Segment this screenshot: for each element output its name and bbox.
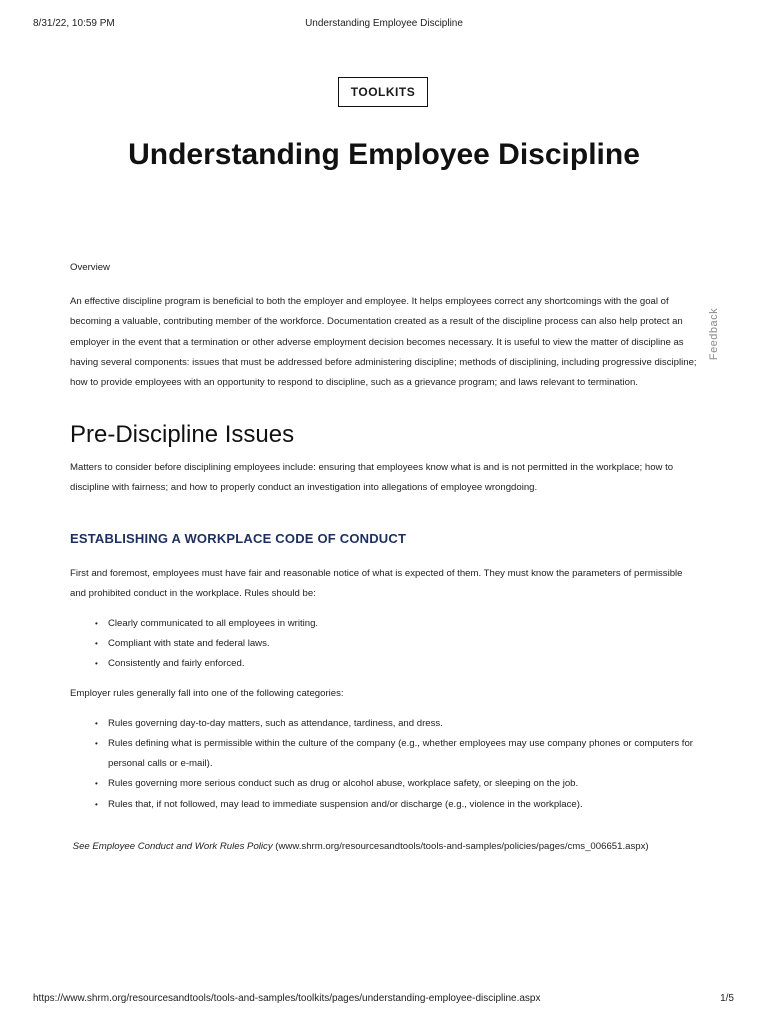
page-title: Understanding Employee Discipline	[128, 138, 640, 171]
subsection-heading-code-of-conduct: ESTABLISHING A WORKPLACE CODE OF CONDUCT	[70, 530, 407, 546]
print-footer-url: https://www.shrm.org/resourcesandtools/tools-and-samples/toolkits/pages/understanding-employee-discipline.aspx	[33, 993, 541, 1004]
article-content	[70, 258, 698, 857]
categories-list	[70, 714, 698, 815]
see-also-reference	[70, 837, 698, 857]
see-also-link[interactable]	[73, 841, 273, 852]
intro-paragraph: An effective discipline program is beneficial to both the employer and employee. It helps employees correct any shortcomings with the goal of becoming a valuable, contributing member of the workforce. Documentation created as a result of the discipline process can also help protect an employer in the event that a termination or other adverse employment decision becomes necessary. It is useful to view the matter of discipline as having several components: issues that must be addressed before administering discipline; methods of disciplining, including progressive discipline; how to provide employees with an opportunity to respond to discipline, such as a grievance program; and laws relevant to termination.	[70, 296, 697, 389]
list-item: • Rules defining what is permissible within the culture of the company (e.g., whether employees may use company phones or computers for personal calls or e-mail).	[108, 734, 698, 774]
toolkits-badge[interactable]: TOOLKITS	[338, 77, 428, 107]
rules-list	[70, 614, 698, 675]
overview-label: Overview	[70, 262, 110, 273]
pre-discipline-paragraph: Matters to consider before disciplining employees include: ensuring that employees know what is and is not permitted in the workplace; how to discipline with fairness; and how to properly conduct an investigation into allegations of employee wrongdoing.	[70, 462, 674, 494]
list-item: • Rules governing more serious conduct such as drug or alcohol abuse, workplace safety, or sleeping on the job.	[108, 774, 698, 794]
see-also-link-text: See Employee Conduct and Work Rules Policy	[72, 840, 273, 852]
print-datetime: 8/31/22, 10:59 PM	[33, 18, 115, 29]
page-number: 1/5	[720, 993, 734, 1004]
list-item: • Compliant with state and federal laws.	[108, 634, 698, 654]
categories-intro: Employer rules generally fall into one of the following categories:	[70, 687, 344, 699]
list-item: • Clearly communicated to all employees in writing.	[108, 614, 698, 634]
see-also-url: (www.shrm.org/resourcesandtools/tools-and-samples/policies/pages/cms_006651.aspx)	[272, 840, 649, 852]
feedback-label: Feedback	[708, 307, 720, 361]
list-item: • Consistently and fairly enforced.	[108, 654, 698, 674]
list-item: • Rules governing day-to-day matters, such as attendance, tardiness, and dress.	[108, 714, 698, 734]
section-heading-pre-discipline: Pre-Discipline Issues	[70, 421, 295, 449]
feedback-tab[interactable]	[704, 307, 724, 361]
code-of-conduct-paragraph: First and foremost, employees must have fair and reasonable notice of what is expected of them. They must know the parameters of permissible and prohibited conduct in the workplace. Rules should be:	[70, 567, 683, 599]
print-doc-title: Understanding Employee Discipline	[305, 18, 463, 29]
list-item: • Rules that, if not followed, may lead to immediate suspension and/or discharge (e.g., violence in the workplace).	[108, 795, 698, 815]
